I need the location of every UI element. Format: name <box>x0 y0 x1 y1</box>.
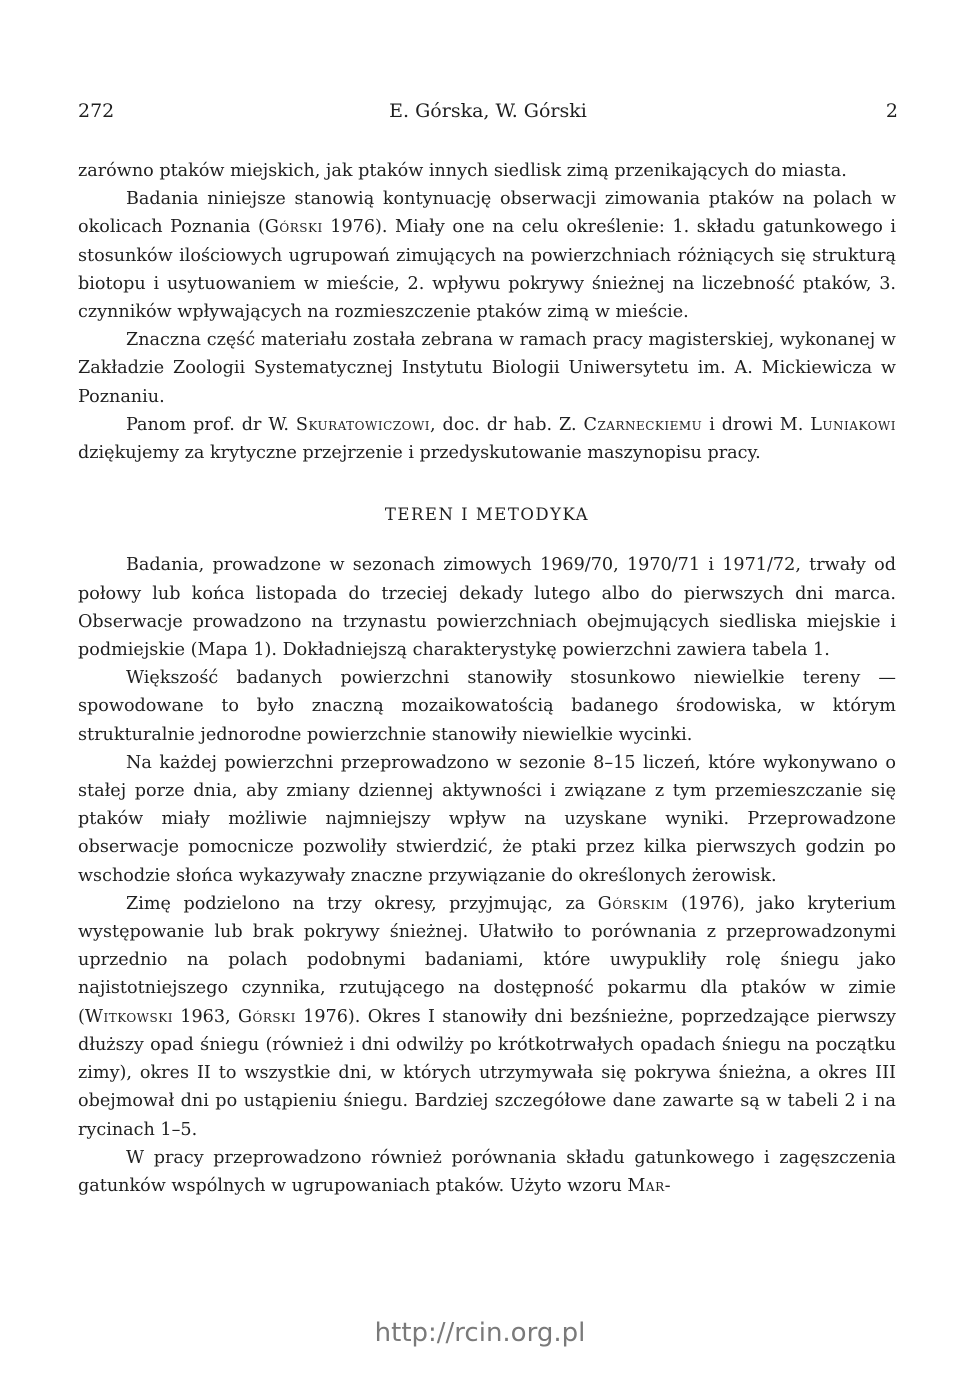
paragraph-counts: Na każdej powierzchni przeprowadzono w sezonie 8–15 liczeń, które wykonywano o stałej porze dnia, aby zmiany dziennej aktywności i związane z tym przemieszczanie się ptaków miały możliwie najmniejszy wpływ na uzyskane wyniki. Przeprowadzone obserwacje pomocnicze pozwoliły stwierdzić, że ptaki przez kilka pierwszych godzin po wschodzie słońca wykazywały znaczne przywiązanie do określonych żerowisk. <box>78 752 896 886</box>
running-head <box>78 100 898 130</box>
person-name: Czarneckiemu <box>583 414 703 435</box>
paragraph-aims: Badania niniejsze stanowią kontynuację obserwacji zimowania ptaków na polach w okolicach Poznania (Górski 1976). Miały one na celu określenie: 1. składu gatunkowego i stosunków ilościowych ugrupowań zimujących na powierzchniach różniących się strukturą biotopu i usytuowaniem w mieście, 2. wpływu pokrywy śnieżnej na liczebność ptaków, 3. czynników wpływających na rozmieszczenie ptaków zimą w mieście. <box>78 189 896 323</box>
paragraph-periods: Zimę podzielono na trzy okresy, przyjmując, za Górskim (1976), jako kryterium występowanie lub brak pokrywy śnieżnej. Ułatwiło to porównania z przeprowadzonymi uprzednio na polach podobnymi badaniami, które uwypukliły rolę śniegu jako najistotniejszego czynnika, rzutującego na dostępność pokarmu dla ptaków w zimie (Witkowski 1963, Górski 1976). Okres I stanowiły dni bezśnieżne, poprzedzające pierwszy dłuższy opad śniegu (również i dni odwilży po krótkotrwałych opadach śniegu na początku zimy), okres II to wszystkie dni, w których utrzymywała się pokrywa śnieżna, a okres III obejmował dni po ustąpieniu śniegu. Bardziej szczegółowe dane zawarte są w tabeli 2 i na rycinach 1–5. <box>78 893 896 1140</box>
person-name: Skuratowiczowi <box>295 414 431 435</box>
body-text <box>78 157 896 1200</box>
paragraph-continuation: zarówno ptaków miejskich, jak ptaków innych siedlisk zimą przenikających do miasta. <box>78 161 847 181</box>
paragraph-seasons: Badania, prowadzone w sezonach zimowych 1969/70, 1970/71 i 1971/72, trwały od połowy lub końca listopada do trzeciej dekady lutego albo do pierwszych dni marca. Obserwacje prowadzono na trzynastu powierzchniach obejmujących siedliska miejskie i podmiejskie (Mapa 1). Dokładniejszą charakterystykę powierzchni zawiera tabela 1. <box>78 555 896 661</box>
page-number: 272 <box>78 100 115 122</box>
author-citation: Górski <box>264 217 323 238</box>
paragraph-comparisons: W pracy przeprowadzono również porównania składu gatunkowego i zagęszczenia gatunków wspólnych w ugrupowaniach ptaków. Użyto wzoru Mar- <box>78 1147 896 1196</box>
paragraph-acknowledgements: Panom prof. dr W. Skuratowiczowi, doc. dr hab. Z. Czarneckiemu i drowi M. Luniakowi dziękujemy za krytyczne przejrzenie i przedyskutowanie maszynopisu pracy. <box>78 414 897 464</box>
author-citation: Mar- <box>627 1175 672 1196</box>
person-name: Luniakowi <box>810 414 897 435</box>
footer-url[interactable]: http://rcin.org.pl <box>374 1318 586 1348</box>
author-citation: Górskim <box>597 893 669 914</box>
paragraph-material: Znaczna część materiału została zebrana w ramach pracy magisterskiej, wykonanej w Zakładzie Zoologii Systematycznej Instytutu Biologii Uniwersytetu im. A. Mickiewicza w Poznaniu. <box>78 330 896 407</box>
author-citation: Witkowski <box>84 1006 173 1027</box>
section-heading: TEREN I METODYKA <box>384 505 590 525</box>
running-head-authors: E. Górska, W. Górski <box>389 100 587 122</box>
author-citation: Górski <box>237 1006 296 1027</box>
paragraph-areas: Większość badanych powierzchni stanowiły stosunkowo niewielkie tereny — spowodowane to było znaczną mozaikowatością badanego środowiska, w którym strukturalnie jednorodne powierzchnie stanowiły niewielkie wycinki. <box>78 668 896 745</box>
issue-number: 2 <box>885 100 898 122</box>
